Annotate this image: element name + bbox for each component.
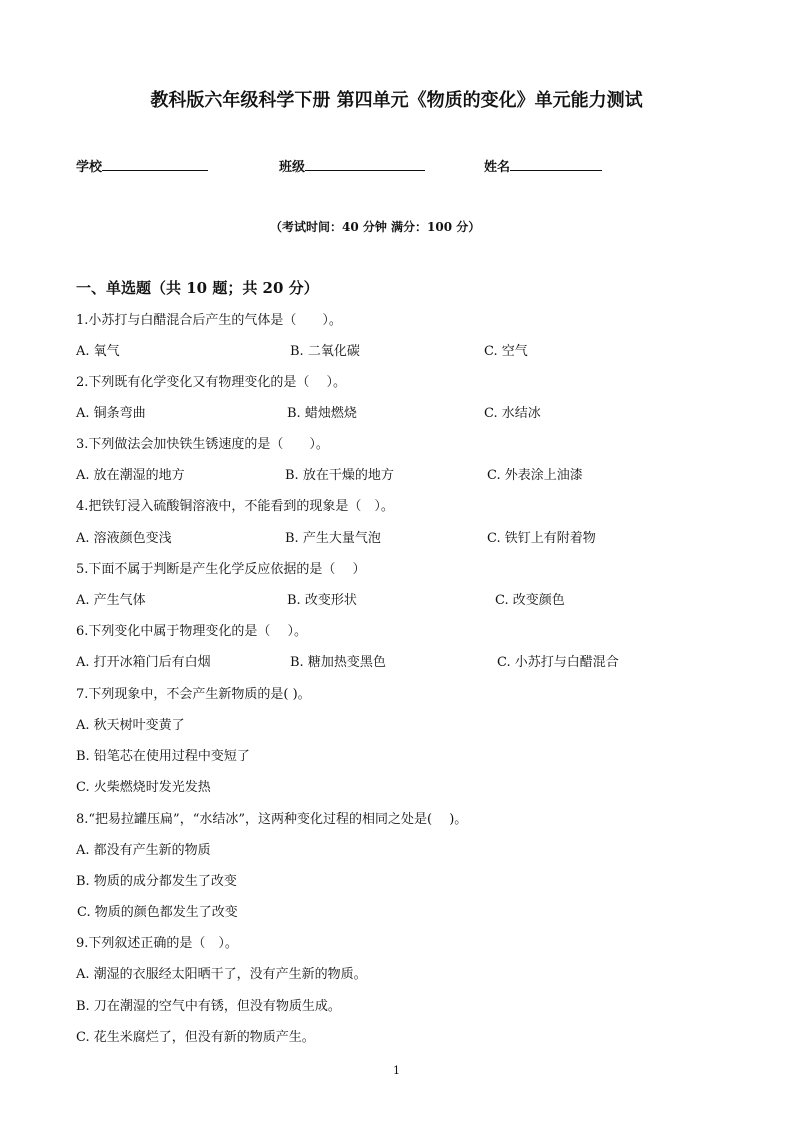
question-stem: 5.下面不属于判断是产生化学反应依据的是（ ） [76, 562, 366, 577]
option-b: B. 产生大量气泡 [285, 531, 381, 546]
class-field[interactable]: 班级 [279, 157, 425, 176]
option-b: B. 蜡烛燃烧 [287, 406, 357, 421]
question-stem: 6.下列变化中属于物理变化的是（ ）。 [76, 624, 308, 639]
exam-info: （考试时间：40 分钟 满分：100 分） [270, 220, 481, 234]
option-c: C. 铁钉上有附着物 [487, 531, 596, 546]
option-c: C. 小苏打与白醋混合 [497, 655, 619, 670]
option-b: B. 铅笔芯在使用过程中变短了 [76, 749, 250, 764]
option-a: A. 打开冰箱门后有白烟 [76, 655, 211, 670]
option-a: A. 放在潮湿的地方 [76, 468, 185, 483]
option-c: C. 火柴燃烧时发光发热 [76, 780, 211, 795]
name-field[interactable]: 姓名 [484, 157, 602, 176]
option-a: A. 产生气体 [76, 593, 146, 608]
section-heading: 一、单选题（共 10 题；共 20 分） [76, 279, 319, 297]
question-stem: 9.下列叙述正确的是（ ）。 [76, 936, 238, 951]
option-b: B. 放在干燥的地方 [285, 468, 394, 483]
option-c: C. 空气 [484, 344, 528, 359]
question-stem: 2.下列既有化学变化又有物理变化的是（ ）。 [76, 375, 347, 390]
option-a: A. 溶液颜色变浅 [76, 531, 172, 546]
option-a: A. 潮湿的衣服经太阳晒干了，没有产生新的物质。 [76, 967, 367, 982]
question-stem: 8.“把易拉罐压扁”，“水结冰”，这两种变化过程的相同之处是( )。 [76, 812, 468, 827]
option-a: A. 铜条弯曲 [76, 406, 146, 421]
option-c: C. 改变颜色 [495, 593, 565, 608]
school-field[interactable]: 学校 [76, 157, 208, 176]
option-c: C. 物质的颜色都发生了改变 [77, 905, 238, 920]
option-a: A. 都没有产生新的物质 [76, 843, 211, 858]
page-number: 1 [393, 1064, 400, 1077]
option-b: B. 改变形状 [287, 593, 357, 608]
option-a: A. 氧气 [76, 344, 120, 359]
option-b: B. 二氧化碳 [290, 344, 360, 359]
option-b: B. 刀在潮湿的空气中有锈，但没有物质生成。 [76, 999, 341, 1014]
question-stem: 3.下列做法会加快铁生锈速度的是（ ）。 [76, 437, 329, 452]
question-stem: 7.下列现象中，不会产生新物质的是( )。 [76, 687, 311, 702]
option-c: C. 外表涂上油漆 [487, 468, 583, 483]
option-b: B. 糖加热变黑色 [290, 655, 386, 670]
option-c: C. 花生米腐烂了，但没有新的物质产生。 [76, 1030, 315, 1045]
option-c: C. 水结冰 [484, 406, 541, 421]
question-stem: 1.小苏打与白醋混合后产生的气体是（ ）。 [76, 313, 342, 328]
option-b: B. 物质的成分都发生了改变 [76, 874, 237, 889]
document-title: 教科版六年级科学下册 第四单元《物质的变化》单元能力测试 [150, 90, 643, 111]
option-a: A. 秋天树叶变黄了 [76, 718, 185, 733]
question-stem: 4.把铁钉浸入硫酸铜溶液中，不能看到的现象是（ ）。 [76, 499, 394, 514]
